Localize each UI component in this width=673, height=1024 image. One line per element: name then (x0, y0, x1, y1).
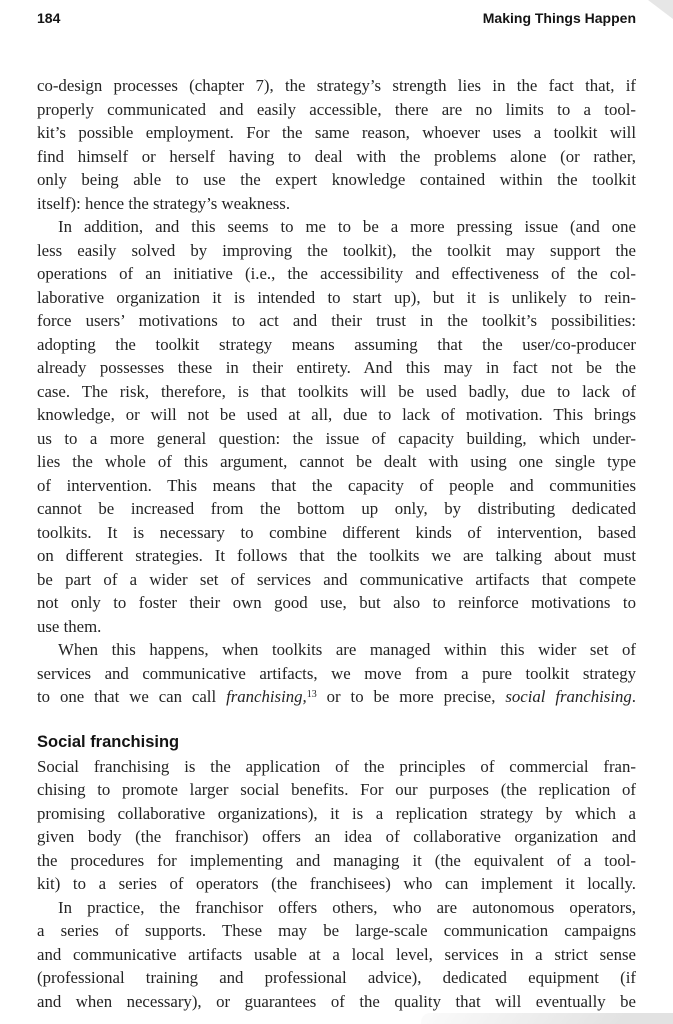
text-line: laborative organization it is intended to start up), but it is unlikely to rein- (37, 287, 636, 307)
paragraph (37, 755, 636, 896)
text-line: operations of an initiative (i.e., the accessibility and effectiveness of the col- (37, 264, 636, 283)
text-line: adopting the toolkit strategy means assuming that the user/co-producer (37, 334, 636, 354)
text-line: In practice, the franchisor offers others, who are autonomous operators, (58, 897, 636, 917)
text-line: and communicative artifacts usable at a local level, services in a strict sense (37, 944, 636, 964)
text-line: knowledge, or will not be used at all, due to lack of motivation. This brings (37, 405, 636, 424)
text-line: In addition, and this seems to me to be a more pressing issue (and one (58, 217, 636, 236)
text-line: less easily solved by improving the toolkit), the toolkit may support the (37, 240, 636, 260)
text-line: toolkits. It is necessary to combine different kinds of intervention, based (37, 522, 636, 542)
section-heading: Social franchising (37, 732, 180, 751)
text-line: When this happens, when toolkits are managed within this wider set of (58, 640, 636, 659)
page-header (37, 10, 636, 26)
text-line: (professional training and professional advice), dedicated equipment (if (37, 968, 636, 987)
next-page-edge (421, 1013, 673, 1024)
text-line: not only to foster their own good use, but also to reinforce motivations to (37, 593, 636, 612)
text-line: itself): hence the strategy’s weakness. (37, 193, 291, 213)
text-line: Social franchising is the application of the principles of commercial fran- (37, 756, 636, 776)
text-line: force users’ motivations to act and their trust in the toolkit’s possibilities: (37, 311, 636, 330)
text-line: us to a more general question: the issue of capacity building, which under- (37, 428, 636, 448)
text-line: case. The risk, therefore, is that toolkits will be used badly, due to lack of (37, 381, 636, 401)
text-line: properly communicated and easily accessible, there are no limits to a tool- (37, 99, 636, 119)
text-line: promising collaborative organizations), it is a replication strategy by which a (37, 803, 636, 823)
paragraph (37, 74, 636, 215)
paragraph (37, 215, 636, 638)
text-line: be part of a wider set of services and communicative artifacts that compete (37, 569, 636, 589)
footnote-marker: 13 (306, 689, 317, 700)
text-line: and when necessary), or guarantees of the quality that will eventually be (37, 991, 636, 1011)
text-line: kit) to a series of operators (the franchisees) who can implement it locally. (37, 874, 636, 893)
paragraph (37, 896, 636, 1014)
page-number: 184 (37, 10, 61, 26)
text-line: lies the whole of this argument, cannot be dealt with using one single type (37, 452, 636, 471)
text-line: the procedures for implementing and managing it (the equivalent of a tool- (37, 850, 636, 870)
text-line: only being able to use the expert knowledge contained within the toolkit (37, 170, 636, 189)
text-line: kit’s possible employment. For the same reason, whoever uses a toolkit will (37, 123, 636, 142)
text-line: on different strategies. It follows that the toolkits we are talking about must (37, 546, 636, 565)
text-line: find himself or herself having to deal with the problems alone (or rather, (37, 146, 636, 166)
page-corner-fold-icon (648, 0, 673, 19)
text-line: to one that we can call franchising,$^{13}$ or to be more precise, social franchising. (37, 687, 636, 706)
text-column (37, 74, 636, 1013)
text-line: a series of supports. These may be large-scale communication campaigns (37, 921, 636, 940)
paragraph (37, 638, 636, 709)
running-title: Making Things Happen (482, 10, 636, 26)
text-line: co-design processes (chapter 7), the strategy’s strength lies in the fact that, if (37, 76, 636, 95)
text-line: given body (the franchisor) offers an idea of collaborative organization and (37, 827, 636, 846)
text-line: cannot be increased from the bottom up only, by distributing dedicated (37, 499, 636, 518)
text-line: services and communicative artifacts, we move from a pure toolkit strategy (37, 663, 636, 683)
text-line: use them. (37, 616, 102, 636)
text-line: chising to promote larger social benefits. For our purposes (the replication of (37, 780, 636, 799)
text-line: already possesses these in their entirety. And this may in fact not be the (37, 358, 636, 377)
text-line: of intervention. This means that the capacity of people and communities (37, 475, 636, 495)
